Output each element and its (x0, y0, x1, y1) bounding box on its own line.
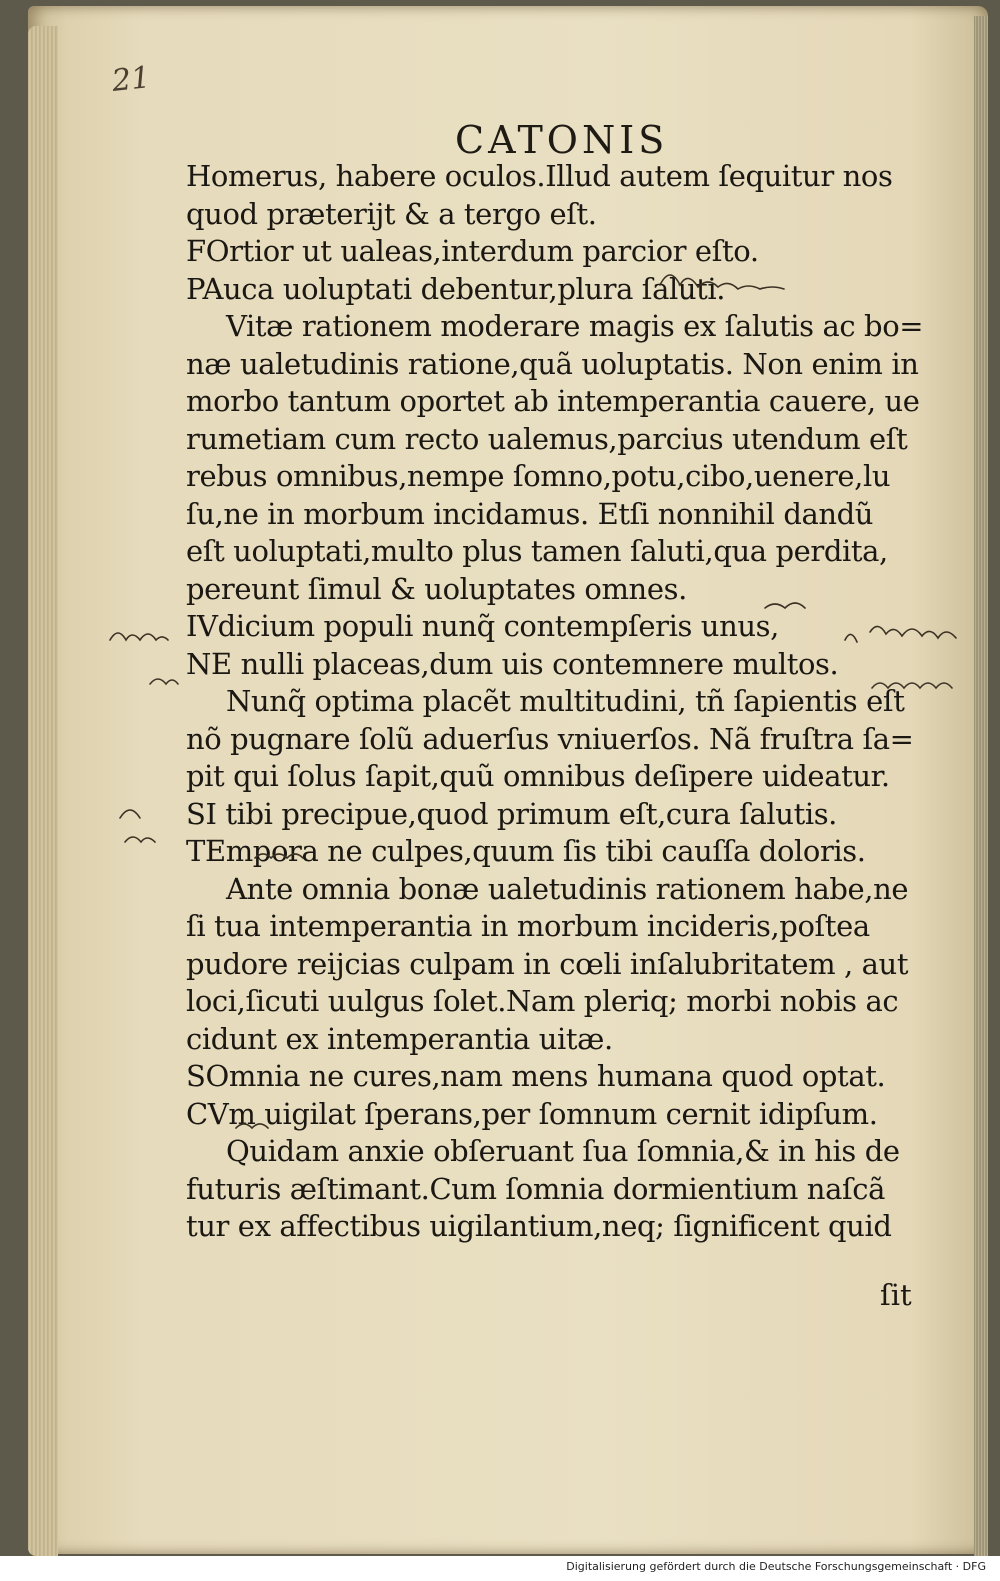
text-line: tur ex affectibus uigilantium,neq; ſignificent quid (186, 1209, 892, 1243)
text-block (186, 158, 946, 1246)
text-line: pereunt ſimul & uoluptates omnes. (186, 571, 687, 606)
text-line: CVm uigilat ſperans,per ſomnum cernit idipſum. (186, 1096, 878, 1131)
page-edges (28, 26, 58, 1556)
text-line: SI tibi precipue,quod primum eſt,cura ſalutis. (186, 796, 837, 831)
text-line: ſu,ne in morbum incidamus. Etſi nonnihil dandũ (186, 496, 874, 531)
text-line: futuris æſtimant.Cum ſomnia dormientium naſcã (186, 1171, 886, 1206)
catchword: ſit (880, 1278, 912, 1312)
text-line: rumetiam cum recto ualemus,parcius utendum eſt (186, 421, 908, 456)
text-line: loci,ſicuti uulgus ſolet.Nam pleriq; morbi nobis ac (186, 984, 899, 1018)
text-line: næ ualetudinis ratione,quã uoluptatis. Non enim in (186, 346, 919, 381)
text-line: TEmpora ne culpes,quum ſis tibi cauſſa doloris. (186, 834, 866, 868)
text-line: Vitæ rationem moderare magis ex ſalutis ac bo= (226, 309, 924, 343)
text-line: quod præterijt & a tergo eſt. (186, 196, 597, 231)
text-line: IVdicium populi nunq̃ contempſeris unus, (186, 609, 779, 643)
text-line: cidunt ex intemperantia uitæ. (186, 1021, 613, 1056)
text-line: eſt uoluptati,multo plus tamen ſaluti,qua perdita, (186, 534, 888, 568)
folio-number: 21 (110, 60, 152, 99)
page-title: CATONIS (455, 118, 669, 162)
text-line: nõ pugnare ſolũ aduerſus vniuerſos. Nã fruſtra ſa= (186, 721, 914, 756)
text-line: Nunq̃ optima placẽt multitudini, tñ ſapientis eſt (226, 684, 905, 718)
text-line: morbo tantum oportet ab intemperantia cauere, ue (186, 384, 920, 418)
footer-credit: Digitalisierung gefördert durch die Deutsche Forschungsgemeinschaft · DFG (566, 1560, 986, 1573)
text-line: SOmnia ne cures,nam mens humana quod optat. (186, 1059, 886, 1093)
text-line: Ante omnia bonæ ualetudinis rationem habe,ne (226, 871, 909, 906)
text-line: Homerus, habere oculos.Illud autem ſequitur nos (186, 159, 893, 193)
text-line: pit qui ſolus ſapit,quũ omnibus deſipere uideatur. (186, 759, 890, 793)
text-line: FOrtior ut ualeas,interdum parcior eſto. (186, 234, 759, 268)
text-line: NE nulli placeas,dum uis contemnere multos. (186, 646, 839, 681)
text-line: PAuca uoluptati debentur,plura ſaluti. (186, 271, 726, 306)
right-page-edge (974, 16, 988, 1561)
text-line: ſi tua intemperantia in morbum incideris,poſtea (186, 909, 870, 943)
text-line: rebus omnibus,nempe ſomno,potu,cibo,uenere,lu (186, 459, 891, 493)
text-line: pudore reijcias culpam in cœli inſalubritatem , aut (186, 946, 909, 981)
footer-bar (0, 1556, 1000, 1581)
text-line: Quidam anxie obſeruant ſua ſomnia,& in his de (226, 1134, 900, 1168)
